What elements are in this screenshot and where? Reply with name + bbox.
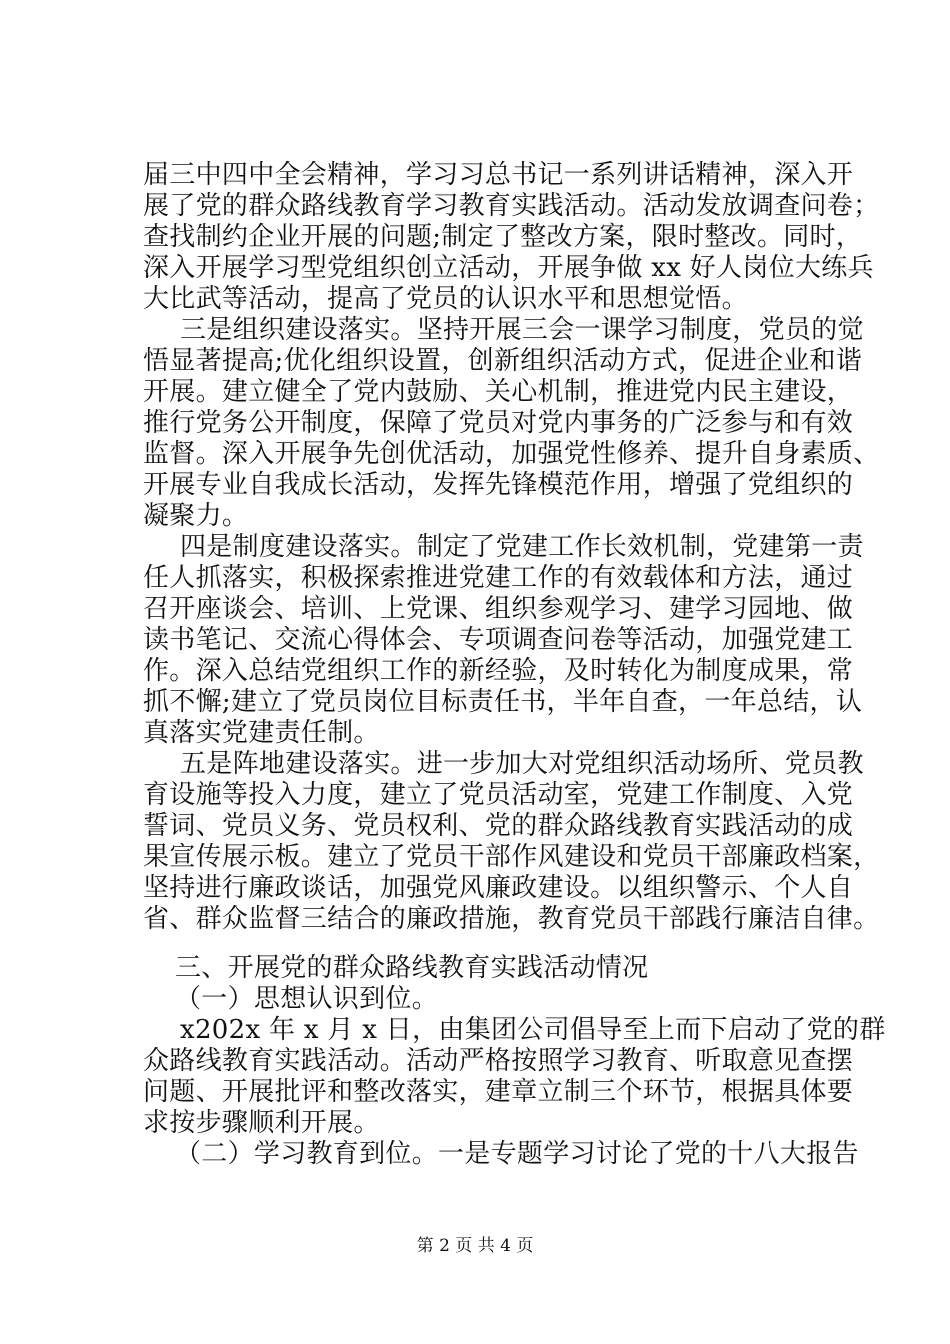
text-line: 展了党的群众路线教育学习教育实践活动。活动发放调查问卷； xyxy=(143,191,880,221)
subsection-heading: （二）学习教育到位。一是专题学习讨论了党的十八大报告 xyxy=(175,1139,859,1169)
page-footer: 第 2 页 共 4 页 xyxy=(416,1236,534,1256)
text-line: 作。深入总结党组织工作的新经验，及时转化为制度成果，常 xyxy=(143,656,854,686)
text-line: 抓不懈;建立了党员岗位目标责任书，半年自查，一年总结，认 xyxy=(143,687,863,717)
text-line: 众路线教育实践活动。活动严格按照学习教育、听取意见查摆 xyxy=(143,1046,854,1076)
text-line: 开展。建立健全了党内鼓励、关心机制，推进党内民主建设， xyxy=(143,377,854,407)
text-line: 凝聚力。 xyxy=(143,501,249,531)
text-line: 四是制度建设落实。制定了党建工作长效机制，党建第一责 xyxy=(180,532,864,562)
text-line: 誓词、党员义务、党员权利、党的群众路线教育实践活动的成 xyxy=(143,811,854,841)
text-line: 三是组织建设落实。坚持开展三会一课学习制度，党员的觉 xyxy=(180,315,864,345)
text-line: 深入开展学习型党组织创立活动，开展争做 xx 好人岗位大练兵 xyxy=(143,253,874,283)
text-line: 召开座谈会、培训、上党课、组织参观学习、建学习园地、做 xyxy=(143,594,854,624)
text-line: 省、群众监督三结合的廉政措施，教育党员干部践行廉洁自律。 xyxy=(143,904,880,934)
subsection-heading: （一）思想认识到位。 xyxy=(175,984,439,1014)
text-line: 开展专业自我成长活动，发挥先锋模范作用，增强了党组织的 xyxy=(143,470,854,500)
text-line: 读书笔记、交流心得体会、专项调查问卷等活动，加强党建工 xyxy=(143,625,854,655)
text-line: 查找制约企业开展的问题;制定了整改方案，限时整改。同时， xyxy=(143,222,863,252)
text-line: 任人抓落实，积极探索推进党建工作的有效载体和方法，通过 xyxy=(143,563,854,593)
text-line: 求按步骤顺利开展。 xyxy=(143,1108,380,1138)
text-line: 育设施等投入力度，建立了党员活动室，党建工作制度、入党 xyxy=(143,780,854,810)
text-line: 五是阵地建设落实。进一步加大对党组织活动场所、党员教 xyxy=(180,749,864,779)
text-line: 问题、开展批评和整改落实，建章立制三个环节，根据具体要 xyxy=(143,1077,854,1107)
text-line: 真落实党建责任制。 xyxy=(143,718,380,748)
text-line: 监督。深入开展争先创优活动，加强党性修养、提升自身素质、 xyxy=(143,439,880,469)
text-line: x202x 年 x 月 x 日，由集团公司倡导至上而下启动了党的群 xyxy=(180,1015,886,1045)
text-line: 大比武等活动，提高了党员的认识水平和思想觉悟。 xyxy=(143,284,748,314)
text-line: 悟显著提高;优化组织设置，创新组织活动方式，促进企业和谐 xyxy=(143,346,863,376)
text-line: 推行党务公开制度，保障了党员对党内事务的广泛参与和有效 xyxy=(143,408,854,438)
text-line: 届三中四中全会精神，学习习总书记一系列讲话精神，深入开 xyxy=(143,160,854,190)
section-heading: 三、开展党的群众路线教育实践活动情况 xyxy=(175,953,649,983)
text-line: 坚持进行廉政谈话，加强党风廉政建设。以组织警示、个人自 xyxy=(143,873,854,903)
text-line: 果宣传展示板。建立了党员干部作风建设和党员干部廉政档案， xyxy=(143,842,880,872)
